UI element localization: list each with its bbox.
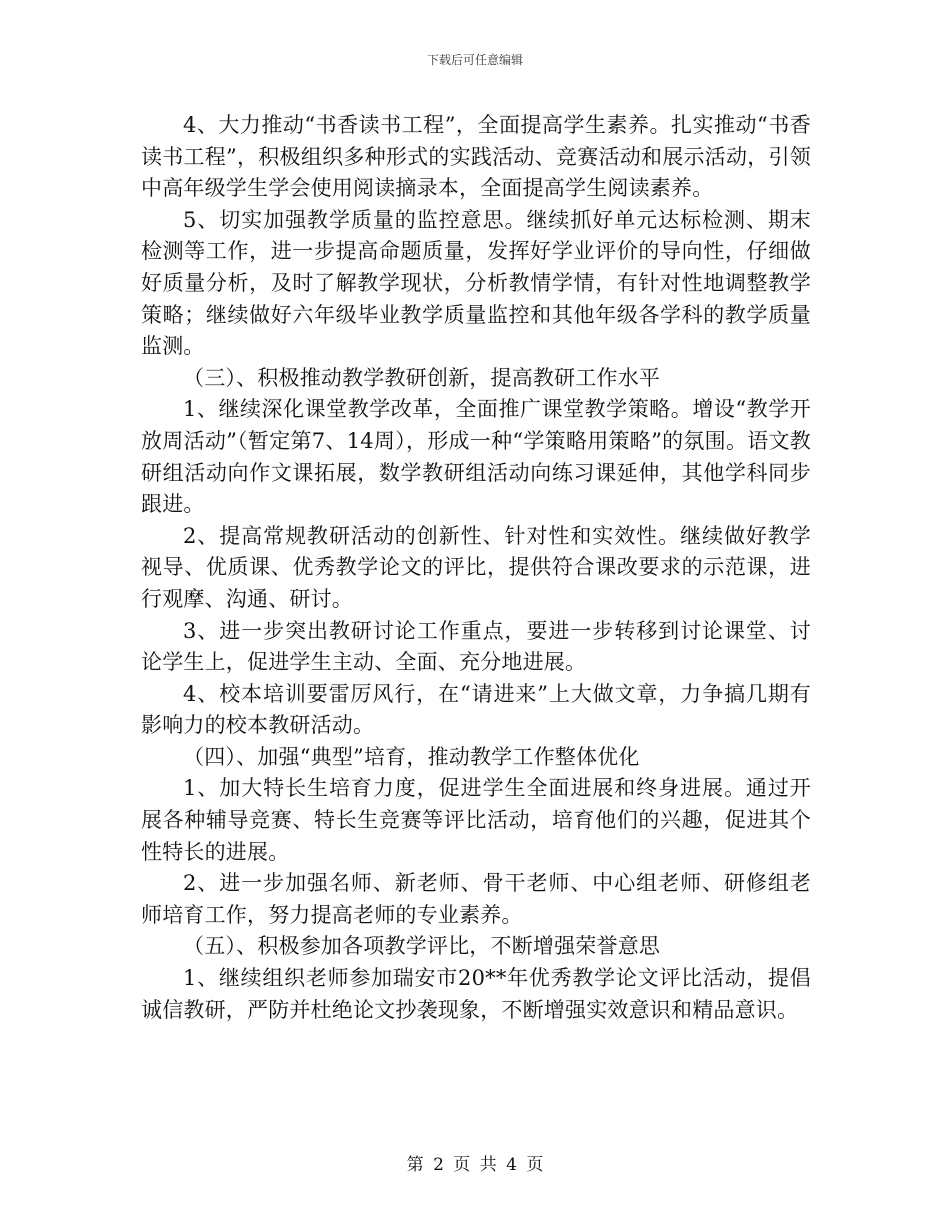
section-heading-5: （五）、积极参加各项教学评比，不断增强荣誉意思 <box>183 934 661 959</box>
paragraph-teacher-training: 2、进一步加强名师、新老师、骨干老师、中心组老师、研修组老师培育工作，努力提高老师的专业素养。 <box>141 871 811 927</box>
paragraph-routine-research: 2、提高常规教研活动的创新性、针对性和实效性。继续做好教学视导、优质课、优秀教学论文的评比，提供符合课改要求的示范课，进行观摩、沟通、研讨。 <box>141 523 811 611</box>
paragraph-paper-competition: 1、继续组织老师参加瑞安市20**年优秀教学论文评比活动，提倡诚信教研，严防并杜绝论文抄袭现象，不断增强实效意识和精品意识。 <box>141 966 811 1022</box>
page-header: 下载后可任意编辑 <box>426 53 523 67</box>
section-heading-4: （四）、加强“典型”培育，推动教学工作整体优化 <box>183 744 640 769</box>
paragraph-school-training: 4、校本培训要雷厉风行，在“请进来”上大做文章，力争搞几期有影响力的校本教研活动。 <box>141 681 811 738</box>
page-footer: 第 2 页 共 4 页 <box>406 1155 544 1175</box>
paragraph-research-focus: 3、进一步突出教研讨论工作重点，要进一步转移到讨论课堂、讨论学生上，促进学生主动、全面、充分地进展。 <box>141 618 811 675</box>
paragraph-classroom-reform: 1、继续深化课堂教学改革，全面推广课堂教学策略。增设“教学开放周活动”（暂定第7、14周），形成一种“学策略用策略”的氛围。语文教研组活动向作文课拓展，数学教研组活动向练习课延伸，其他学科同步跟进。 <box>141 397 811 517</box>
document-body <box>141 110 811 1026</box>
section-heading-3: （三）、积极推动教学教研创新，提高教研工作水平 <box>183 365 661 390</box>
paragraph-reading-project: 4、大力推动“书香读书工程”，全面提高学生素养。扎实推动“书香读书工程”，积极组织多种形式的实践活动、竞赛活动和展示活动，引领中高年级学生学会使用阅读摘录本，全面提高学生阅读素养。 <box>141 113 811 201</box>
paragraph-talent-cultivation: 1、加大特长生培育力度，促进学生全面进展和终身进展。通过开展各种辅导竞赛、特长生竞赛等评比活动，培育他们的兴趣，促进其个性特长的进展。 <box>141 776 811 864</box>
paragraph-quality-monitoring: 5、切实加强教学质量的监控意思。继续抓好单元达标检测、期末检测等工作，进一步提高命题质量，发挥好学业评价的导向性，仔细做好质量分析，及时了解教学现状，分析教情学情，有针对性地调整教学策略；继续做好六年级毕业教学质量监控和其他年级各学科的教学质量监测。 <box>141 207 811 359</box>
